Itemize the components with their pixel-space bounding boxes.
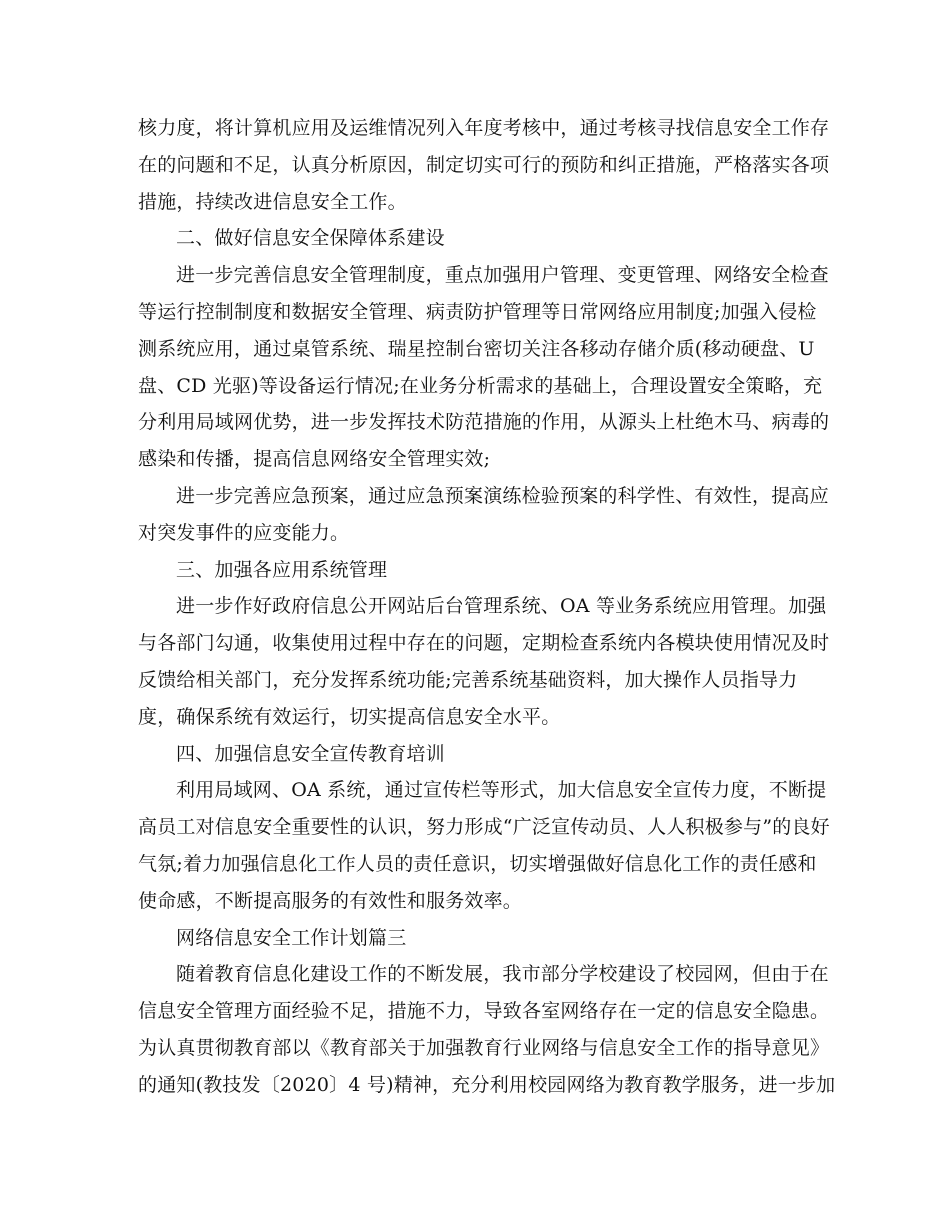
text-line: 使命感，不断提高服务的有效性和服务效率。 [138,889,523,912]
paragraph-first-line: 进一步完善信息安全管理制度，重点加强用户管理、变更管理、网络安全检查 [176,264,829,287]
section-heading: 网络信息安全工作计划篇三 [176,926,407,949]
text-line: 信息安全管理方面经验不足，措施不力，导致各室网络存在一定的信息安全隐患。 [138,1000,830,1023]
text-line: 气氛;着力加强信息化工作人员的责任意识，切实增强做好信息化工作的责任感和 [138,852,817,875]
text-line: 反馈给相关部门，充分发挥系统功能;完善系统基础资料，加大操作人员指导力 [138,668,798,691]
text-line: 与各部门勾通，收集使用过程中存在的问题，定期检查系统内各模块使用情况及时 [138,632,830,655]
text-line: 对突发事件的应变能力。 [138,521,350,544]
text-line: 的通知(教技发〔2020〕4 号)精神，充分利用校园网络为教育教学服务，进一步加 [138,1073,836,1096]
paragraph-first-line: 进一步作好政府信息公开网站后台管理系统、OA 等业务系统应用管理。加强 [176,595,827,618]
text-line: 核力度，将计算机应用及运维情况列入年度考核中，通过考核寻找信息安全工作存 [138,117,830,139]
section-heading: 三、加强各应用系统管理 [176,558,388,581]
paragraph-first-line: 进一步完善应急预案，通过应急预案演练检验预案的科学性、有效性，提高应 [176,484,829,507]
section-heading: 二、做好信息安全保障体系建设 [176,227,445,250]
text-line: 等运行控制制度和数据安全管理、病责防护管理等日常网络应用制度;加强入侵检 [138,300,817,323]
text-line: 高员工对信息安全重要性的认识，努力形成“广泛宣传动员、人人积极参与”的良好 [138,816,830,839]
text-line: 分利用局域网优势，进一步发挥技术防范措施的作用，从源头上杜绝木马、病毒的 [138,411,830,434]
document-body [138,110,836,1104]
text-line: 在的问题和不足，认真分析原因，制定切实可行的预防和纠正措施，严格落实各项 [138,153,830,176]
paragraph-first-line: 随着教育信息化建设工作的不断发展，我市部分学校建设了校园网，但由于在 [176,963,829,986]
paragraph-first-line: 利用局域网、OA 系统，通过宣传栏等形式，加大信息安全宣传力度，不断提 [176,779,827,802]
text-line: 感染和传播，提高信息网络安全管理实效; [138,448,491,471]
text-line: 测系统应用，通过桌管系统、瑞星控制台密切关注各移动存储介质(移动硬盘、U [138,337,815,360]
text-line: 措施，持续改进信息安全工作。 [138,190,407,213]
text-line: 度，确保系统有效运行，切实提高信息安全水平。 [138,705,561,728]
section-heading: 四、加强信息安全宣传教育培训 [176,742,445,765]
text-line: 为认真贯彻教育部以《教育部关于加强教育行业网络与信息安全工作的指导意见》 [138,1036,830,1059]
text-line: 盘、CD 光驱)等设备运行情况;在业务分析需求的基础上，合理设置安全策略，充 [138,374,823,397]
